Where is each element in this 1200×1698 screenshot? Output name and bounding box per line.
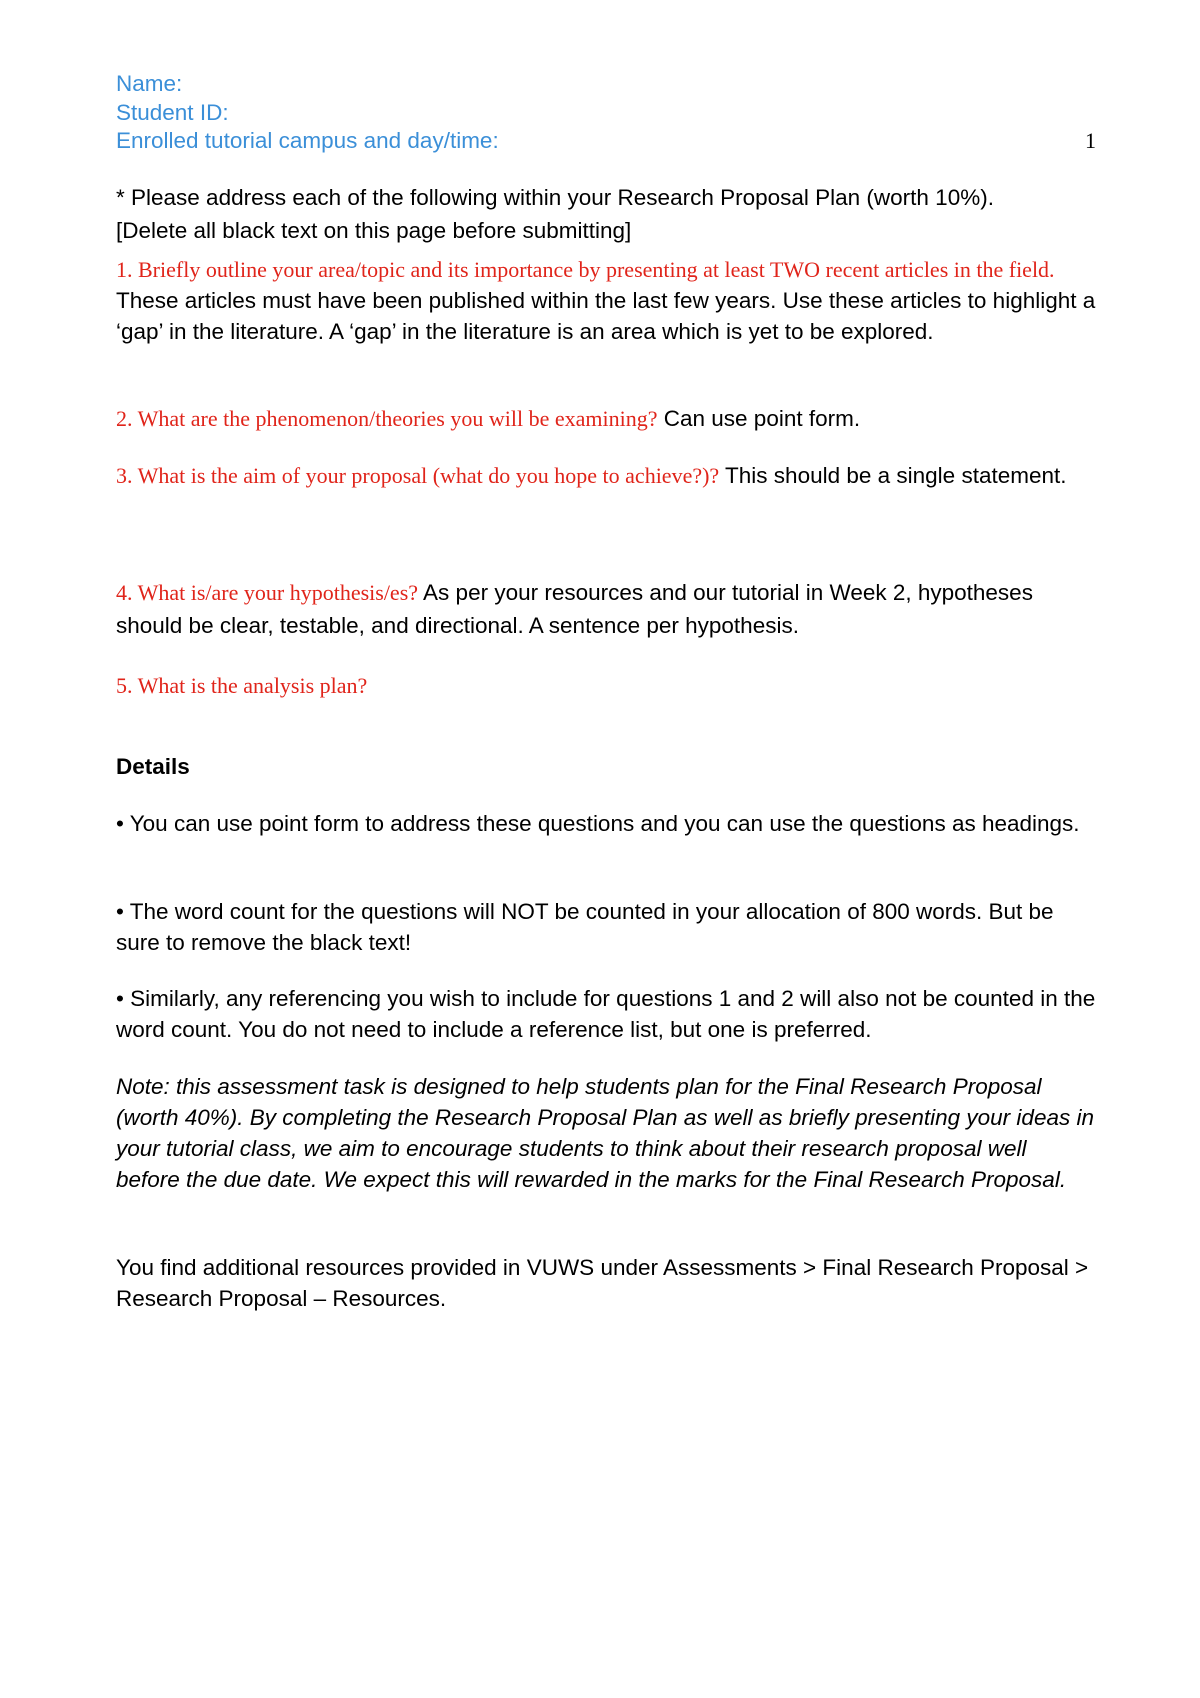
question-3 <box>116 460 1096 491</box>
question-1-note: These articles must have been published within the last few years. Use these articles to highlight a ‘gap’ in the literature. A ‘gap’ in the literature is an area which is yet to be explored. <box>116 288 1096 344</box>
assessment-note: Note: this assessment task is designed to help students plan for the Final Research Proposal (worth 40%). By completing the Research Proposal Plan as well as briefly presenting your ideas in your tutorial class, we aim to encourage students to think about their research proposal well before the due date. We expect this will rewarded in the marks for the Final Research Proposal. <box>116 1074 1094 1192</box>
details-bullet-1: • You can use point form to address these questions and you can use the questions as headings. <box>116 811 1080 836</box>
intro-line-2: [Delete all black text on this page before submitting] <box>116 218 632 243</box>
question-2 <box>116 402 1096 435</box>
tutorial-label-line <box>116 127 1096 156</box>
question-1-prompt: 1. Briefly outline your area/topic and its importance by presenting at least TWO recent articles in the field. <box>116 257 1055 282</box>
intro-line-1: * Please address each of the following within your Research Proposal Plan (worth 10%). <box>116 185 994 210</box>
resources-paragraph: You find additional resources provided in VUWS under Assessments > Final Research Proposal > Research Proposal – Resources. <box>116 1255 1089 1311</box>
question-5 <box>116 669 1096 702</box>
question-1 <box>116 254 1096 347</box>
question-4-prompt: 4. What is/are your hypothesis/es? <box>116 580 419 605</box>
details-heading: Details <box>116 754 190 779</box>
question-3-prompt: 3. What is the aim of your proposal (what do you hope to achieve?)? <box>116 463 720 488</box>
details-bullet-2: • The word count for the questions will NOT be counted in your allocation of 800 words. But be sure to remove the black text! <box>116 899 1054 955</box>
student-info-header <box>116 70 1096 156</box>
page-number: 1 <box>1085 128 1096 153</box>
question-3-note: This should be a single statement. <box>719 463 1067 488</box>
question-4-note: As per your resources and our tutorial in Week 2, hypotheses should be clear, testable, and directional. A sentence per hypothesis. <box>116 580 1033 638</box>
question-2-note: Can use point form. <box>657 406 861 431</box>
details-bullet-3: • Similarly, any referencing you wish to include for questions 1 and 2 will also not be counted in the word count. You do not need to include a reference list, but one is preferred. <box>116 986 1096 1042</box>
tutorial-label: Enrolled tutorial campus and day/time: <box>116 128 499 153</box>
question-2-prompt: 2. What are the phenomenon/theories you will be examining? <box>116 406 658 431</box>
intro-instructions <box>116 181 1096 247</box>
student-id-label: Student ID: <box>116 99 229 125</box>
question-4 <box>116 576 1096 642</box>
name-label: Name: <box>116 71 183 96</box>
question-5-prompt: 5. What is the analysis plan? <box>116 673 368 698</box>
